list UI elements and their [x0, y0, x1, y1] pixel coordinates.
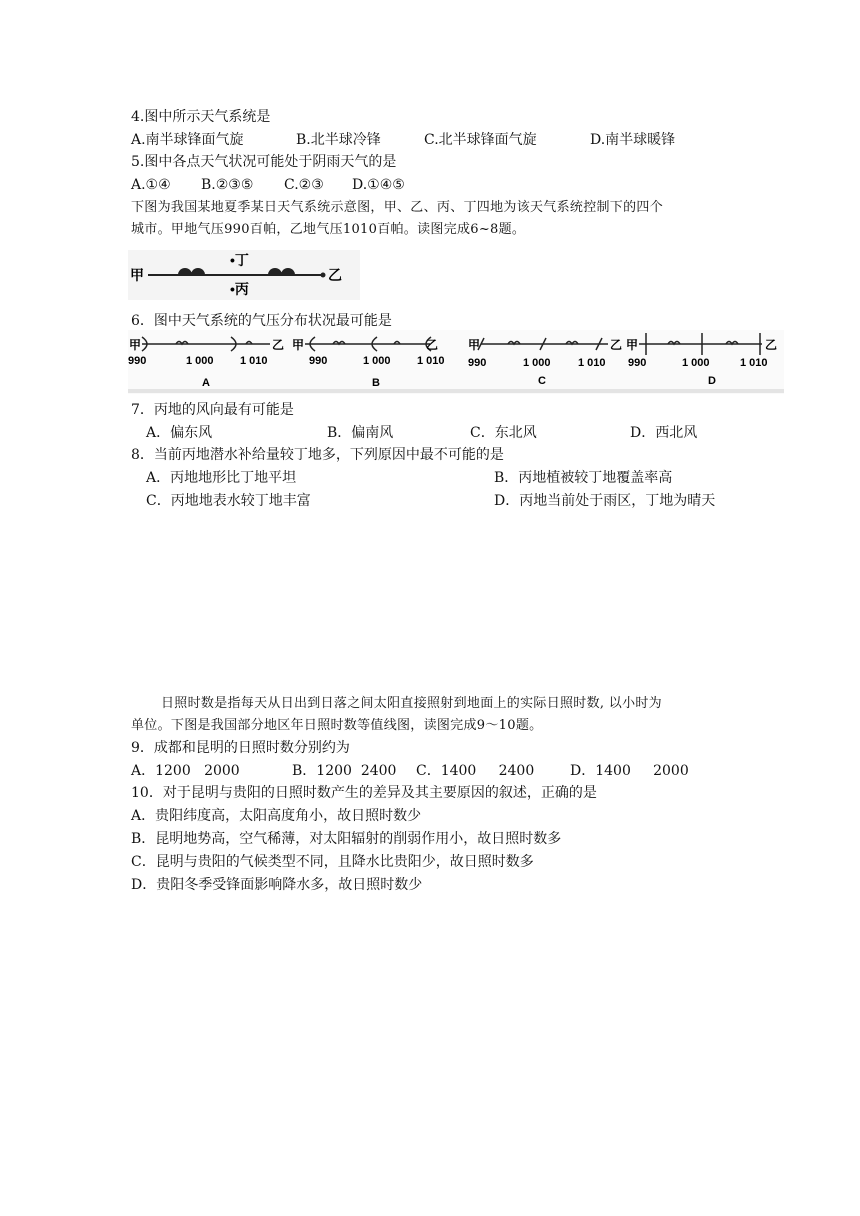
q9-stem: 9．成都和昆明的日照时数分别约为 [131, 740, 350, 756]
panel-d-tick: 1 010 [740, 357, 768, 369]
panel-b-tick: 990 [309, 355, 328, 367]
q5-option-a: A.①④ [131, 177, 171, 193]
city-yi-label: 乙 [328, 267, 342, 283]
q8-option-d: D．丙地当前处于雨区，丁地为晴天 [494, 493, 716, 509]
q10-option-d: D．贵阳冬季受锋面影响降水多，故日照时数少 [131, 877, 423, 893]
q8-option-a: A．丙地地形比丁地平坦 [146, 470, 297, 486]
panel-b-right-city: 乙 [426, 338, 439, 352]
panel-d-right-city: 乙 [765, 338, 778, 352]
q5-stem: 5.图中各点天气状况可能处于阴雨天气的是 [131, 154, 397, 170]
panel-b-tick: 1 000 [363, 355, 391, 367]
q10-option-b: B．昆明地势高，空气稀薄，对太阳辐射的削弱作用小，故日照时数多 [131, 831, 562, 847]
q10-option-a: A．贵阳纬度高，太阳高度角小，故日照时数少 [131, 808, 422, 824]
panel-a-label: A [202, 377, 210, 389]
panel-c-tick: 990 [468, 357, 487, 369]
q4-option-d: D.南半球暖锋 [590, 132, 676, 148]
q9-option-b: B．1200 2400 [292, 763, 397, 779]
q10-option-c: C．昆明与贵阳的气候类型不同，且降水比贵阳少，故日照时数多 [131, 854, 534, 870]
panel-a-tick: 1 000 [186, 355, 214, 367]
q10-stem: 10．对于昆明与贵阳的日照时数产生的差异及其主要原因的叙述，正确的是 [131, 785, 597, 801]
panel-b-label: B [372, 377, 380, 389]
q4-option-b: B.北半球冷锋 [296, 132, 381, 148]
q9-option-a: A．1200 2000 [131, 763, 240, 779]
panel-b-tick: 1 010 [417, 355, 445, 367]
panel-d-left-city: 甲 [626, 338, 639, 352]
panel-c-right-city: 乙 [610, 338, 623, 352]
panel-d-label: D [708, 375, 716, 387]
q9-option-c: C．1400 2400 [416, 763, 535, 779]
panel-a-tick: 990 [128, 355, 147, 367]
intro-9-10-line2: 单位。下图是我国部分地区年日照时数等值线图，读图完成9～10题。 [131, 718, 543, 733]
q5-option-b: B.②③⑤ [201, 177, 254, 193]
panel-c-tick: 1 000 [523, 357, 551, 369]
q7-option-c: C．东北风 [470, 425, 537, 441]
q7-option-b: B．偏南风 [327, 425, 394, 441]
q7-option-a: A．偏东风 [146, 425, 213, 441]
panel-c-label: C [538, 375, 546, 387]
q8-option-b: B．丙地植被较丁地覆盖率高 [494, 470, 673, 486]
front-figure [128, 250, 360, 300]
q8-stem: 8．当前丙地潜水补给量较丁地多，下列原因中最不可能的是 [131, 447, 504, 463]
q7-stem: 7．丙地的风向最有可能是 [131, 402, 294, 418]
panel-b-left-city: 甲 [292, 338, 305, 352]
q6-stem: 6．图中天气系统的气压分布状况最可能是 [131, 313, 392, 329]
panel-a-right-city: 乙 [272, 338, 285, 352]
city-jia-label: 甲 [130, 267, 144, 283]
panel-c-tick: 1 010 [578, 357, 606, 369]
q9-option-d: D．1400 2000 [570, 763, 689, 779]
q5-option-c: C.②③ [284, 177, 324, 193]
intro-9-10-line1: 日照时数是指每天从日出到日落之间太阳直接照射到地面上的实际日照时数, 以小时为 [161, 696, 662, 711]
q4-option-c: C.北半球锋面气旋 [424, 132, 537, 148]
intro-6-8-line1: 下图为我国某地夏季某日天气系统示意图，甲、乙、丙、丁四地为该天气系统控制下的四个 [131, 200, 664, 215]
panel-a-tick: 1 010 [240, 355, 268, 367]
panel-a-left-city: 甲 [129, 338, 142, 352]
city-ding-label: •丁 [230, 252, 249, 268]
q8-option-c: C．丙地地表水较丁地丰富 [146, 493, 311, 509]
intro-6-8-line2: 城市。甲地气压990百帕，乙地气压1010百帕。读图完成6~8题。 [131, 222, 526, 237]
city-bing-label: •丙 [230, 281, 249, 297]
q7-option-d: D．西北风 [630, 425, 698, 441]
q4-option-a: A.南半球锋面气旋 [131, 132, 244, 148]
q5-option-d: D.①④⑤ [352, 177, 405, 193]
panel-c-left-city: 甲 [468, 338, 481, 352]
panel-d-tick: 990 [628, 357, 647, 369]
panel-d-tick: 1 000 [682, 357, 710, 369]
q4-stem: 4.图中所示天气系统是 [131, 109, 271, 125]
q6-options-figure [128, 330, 784, 394]
